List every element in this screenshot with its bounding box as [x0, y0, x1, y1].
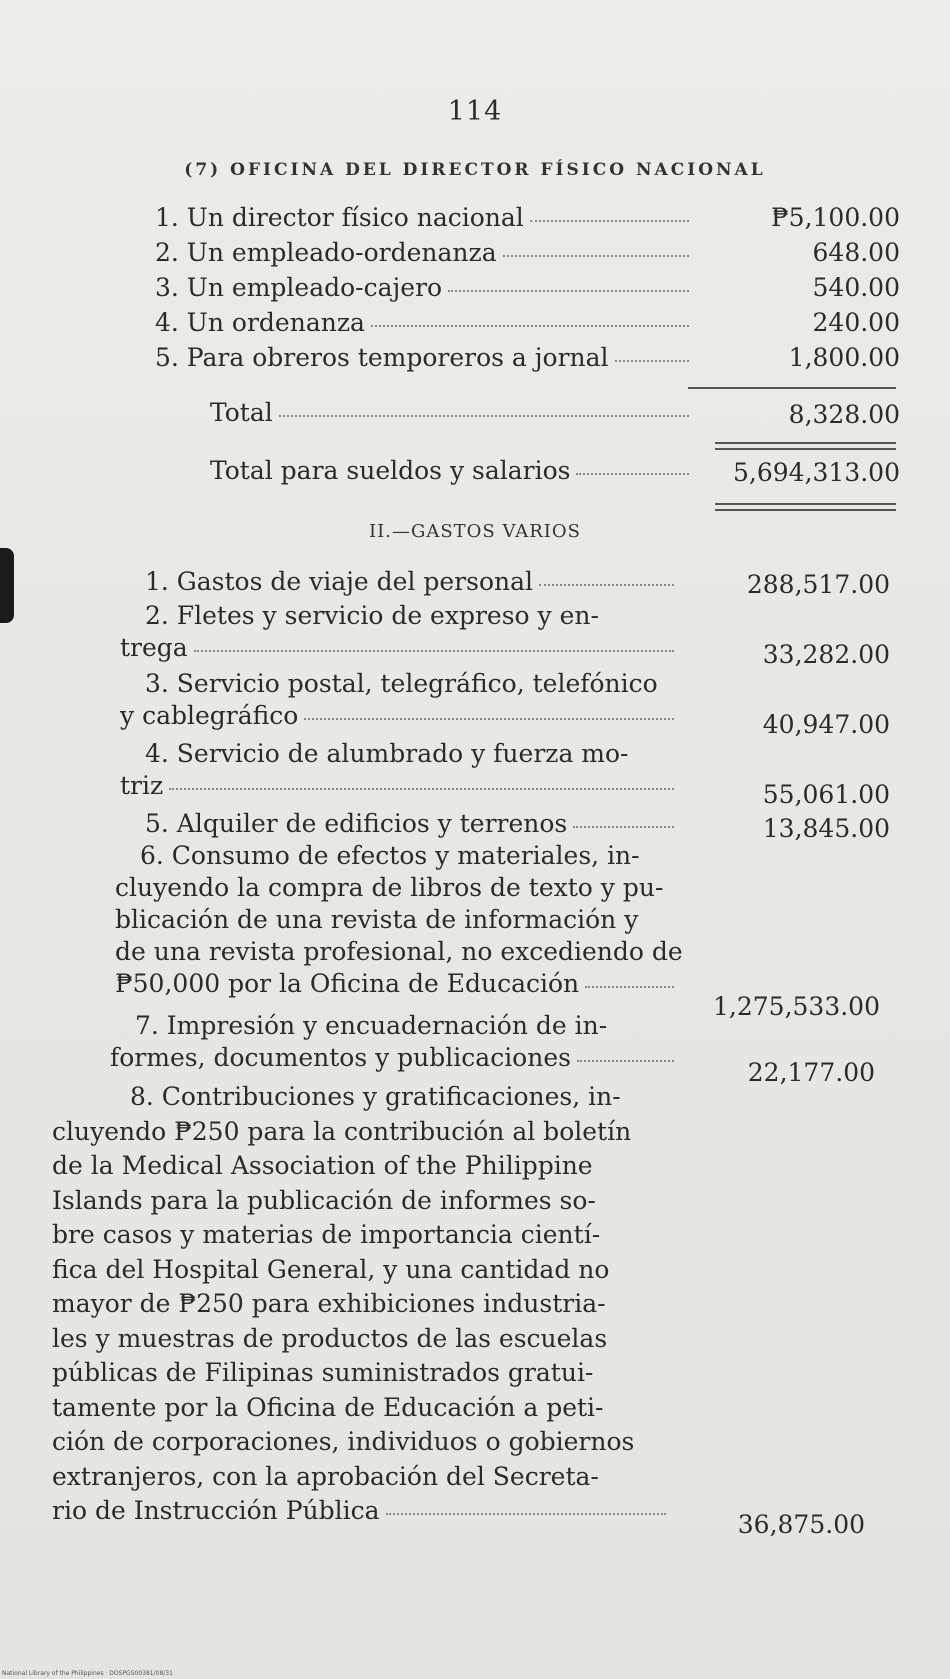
item-line: y cablegráfico — [120, 701, 299, 730]
item-label: 1. Un director físico nacional — [155, 203, 524, 232]
expense-item — [115, 840, 683, 1000]
item-amount: 22,177.00 — [747, 1058, 875, 1087]
total-row — [210, 398, 695, 427]
leader-dots — [194, 650, 674, 652]
total-salaries-label: Total para sueldos y salarios — [210, 456, 571, 485]
leader-dots — [169, 788, 674, 790]
item-line: ₱50,000 por la Oficina de Educación — [115, 969, 580, 998]
footer-credit: National Library of the Philippines · DOSPGS00381/08/31 — [2, 1670, 173, 1677]
item-amount: 288,517.00 — [746, 570, 890, 599]
item-line: trega — [120, 633, 188, 662]
expense-item — [120, 738, 680, 802]
item-label: 4. Un ordenanza — [155, 308, 365, 337]
item-line: Islands para la publicación de informes so- — [52, 1185, 596, 1215]
item-line: 8. Contribuciones y gratificaciones, in- — [130, 1082, 621, 1111]
item-amount: 1,275,533.00 — [713, 992, 880, 1021]
item-amount: 33,282.00 — [762, 640, 890, 669]
leader-dots — [304, 718, 674, 720]
item-amount: 13,845.00 — [762, 814, 890, 843]
staff-item — [155, 203, 695, 232]
leader-dots — [279, 415, 689, 417]
page-number: 114 — [447, 96, 503, 127]
leader-dots — [448, 290, 689, 292]
expense-item — [120, 566, 680, 598]
expense-item — [52, 1080, 672, 1529]
item-line: 5. Alquiler de edificios y terrenos — [145, 809, 568, 838]
sum-rule — [688, 387, 896, 389]
staff-item — [155, 343, 695, 372]
double-rule-top — [715, 503, 896, 505]
leader-dots — [539, 584, 674, 586]
leader-dots — [573, 826, 674, 828]
margin-mark — [0, 548, 14, 623]
item-line: blicación de una revista de información y — [115, 905, 639, 934]
section-subheading: II.—GASTOS VARIOS — [369, 521, 581, 542]
item-amount: 55,061.00 — [762, 780, 890, 809]
expense-item — [120, 668, 680, 732]
staff-item — [155, 273, 695, 302]
total-salaries-amount: 5,694,313.00 — [733, 458, 900, 487]
item-amount: 40,947.00 — [762, 710, 890, 739]
staff-item — [155, 308, 695, 337]
item-line: de una revista profesional, no excediendo de — [115, 937, 683, 966]
double-rule-top — [715, 442, 896, 444]
item-line: cluyendo la compra de libros de texto y pu- — [115, 873, 664, 902]
expense-item — [120, 600, 680, 664]
item-line: 4. Servicio de alumbrado y fuerza mo- — [145, 739, 629, 768]
item-amount: 240.00 — [812, 308, 900, 337]
total-salaries-row — [210, 456, 695, 485]
expense-item — [110, 1010, 680, 1074]
item-line: extranjeros, con la aprobación del Secreta- — [52, 1461, 599, 1491]
staff-item — [155, 238, 695, 267]
item-amount: 36,875.00 — [737, 1510, 865, 1539]
item-line: fica del Hospital General, y una cantidad no — [52, 1254, 610, 1284]
item-line: de la Medical Association of the Philippine — [52, 1151, 593, 1180]
leader-dots — [530, 220, 689, 222]
item-line: públicas de Filipinas suministrados gratui- — [52, 1358, 594, 1387]
item-line: 3. Servicio postal, telegráfico, telefónico — [145, 669, 658, 698]
item-amount: 540.00 — [812, 273, 900, 302]
total-amount: 8,328.00 — [788, 400, 900, 429]
item-label: 2. Un empleado-ordenanza — [155, 238, 497, 267]
item-line: 1. Gastos de viaje del personal — [145, 567, 534, 596]
item-line: bre casos y materias de importancia cientí- — [52, 1220, 601, 1249]
item-line: tamente por la Oficina de Educación a peti- — [52, 1392, 604, 1422]
expense-item — [120, 808, 680, 840]
item-line: rio de Instrucción Pública — [52, 1496, 380, 1525]
item-line: triz — [120, 771, 164, 800]
item-line: formes, documentos y publicaciones — [110, 1043, 571, 1072]
double-rule-bottom — [715, 509, 896, 511]
item-amount: ₱5,100.00 — [771, 203, 900, 232]
leader-dots — [371, 325, 689, 327]
double-rule-bottom — [715, 448, 896, 450]
item-amount: 648.00 — [812, 238, 900, 267]
total-label: Total — [210, 398, 273, 427]
item-line: ción de corporaciones, individuos o gobiernos — [52, 1427, 635, 1456]
leader-dots — [585, 986, 674, 988]
leader-dots — [503, 255, 689, 257]
item-line: 6. Consumo de efectos y materiales, in- — [140, 841, 640, 870]
item-label: 5. Para obreros temporeros a jornal — [155, 343, 609, 372]
section-title: (7) OFICINA DEL DIRECTOR FÍSICO NACIONAL — [184, 160, 766, 180]
leader-dots — [386, 1513, 666, 1515]
item-label: 3. Un empleado-cajero — [155, 273, 443, 302]
item-line: les y muestras de productos de las escuelas — [52, 1323, 608, 1353]
item-amount: 1,800.00 — [788, 343, 900, 372]
item-line: mayor de ₱250 para exhibiciones industria- — [52, 1289, 606, 1318]
item-line: cluyendo ₱250 para la contribución al boletín — [52, 1116, 632, 1146]
item-line: 2. Fletes y servicio de expreso y en- — [145, 601, 599, 630]
item-line: 7. Impresión y encuadernación de in- — [135, 1011, 608, 1040]
